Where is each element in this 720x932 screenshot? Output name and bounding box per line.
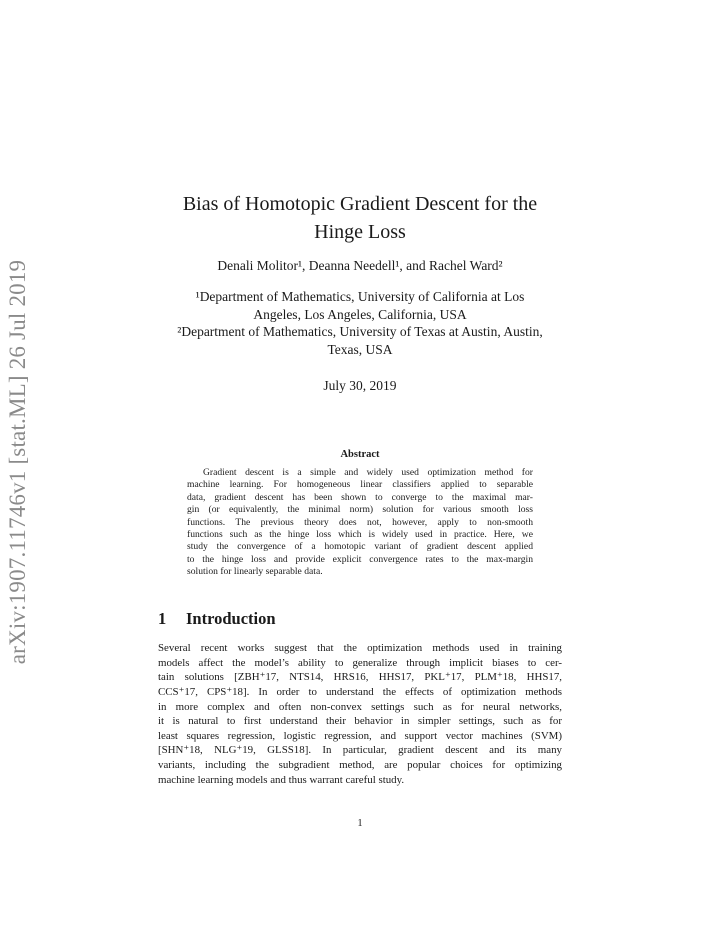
- abstract-line: machine learning. For homogeneous linear classifiers applied to separable: [187, 479, 533, 491]
- affiliations: [140, 288, 580, 358]
- abstract-heading: Abstract: [340, 449, 380, 460]
- paper-date: July 30, 2019: [323, 378, 397, 393]
- intro-line: in more complex and often non-convex settings such as for neural networks,: [158, 700, 562, 713]
- abstract-line: gin (or equivalently, the minimal norm) solution for various smooth loss: [187, 504, 533, 516]
- section-title: Introduction: [186, 609, 276, 628]
- abstract-line: study the convergence of a homotopic variant of gradient descent applied: [187, 541, 533, 553]
- paper-title: [130, 190, 590, 246]
- abstract-line: Gradient descent is a simple and widely used optimization method for: [203, 467, 533, 478]
- title-line: Bias of Homotopic Gradient Descent for the: [182, 193, 538, 215]
- intro-line: it is natural to first understand their behavior in simpler settings, such as for: [158, 715, 562, 728]
- abstract-line: to the hinge loss and provide explicit convergence rates to the max-margin: [187, 553, 533, 565]
- introduction-paragraph: [158, 641, 562, 787]
- section-heading: [158, 609, 276, 629]
- affiliation-line: ²Department of Mathematics, University of Texas at Austin, Austin,: [177, 324, 543, 339]
- section-number: 1: [158, 609, 167, 628]
- title-line: Hinge Loss: [314, 221, 406, 243]
- intro-line: machine learning models and thus warrant careful study.: [158, 773, 405, 786]
- abstract-line: functions such as the hinge loss which is widely used in practice. Here, we: [187, 528, 533, 540]
- authors: Denali Molitor¹, Deanna Needell¹, and Rachel Ward²: [217, 258, 503, 273]
- arxiv-stamp-text: arXiv:1907.11746v1 [stat.ML] 26 Jul 2019: [5, 259, 30, 665]
- intro-line: variants, including the subgradient method, are popular choices for optimizing: [158, 759, 562, 772]
- abstract-line: solution for linearly separable data.: [187, 566, 323, 578]
- abstract-line: functions. The previous theory does not, however, apply to non-smooth: [187, 516, 533, 528]
- affiliation-line: ¹Department of Mathematics, University of California at Los: [195, 289, 525, 304]
- intro-line: least squares regression, logistic regression, and support vector machines (SVM): [158, 729, 562, 742]
- intro-line: Several recent works suggest that the optimization methods used in training: [158, 642, 562, 654]
- intro-line: [SHN⁺18, NLG⁺19, GLSS18]. In particular, gradient descent and its many: [158, 744, 562, 757]
- abstract-body: [187, 467, 533, 579]
- intro-line: tain solutions [ZBH⁺17, NTS14, HRS16, HHS17, PKL⁺17, PLM⁺18, HHS17,: [158, 671, 562, 684]
- page-number: 1: [357, 818, 363, 829]
- affiliation-line: Texas, USA: [327, 341, 393, 357]
- abstract-line: data, gradient descent has been shown to converge to the maximal mar-: [187, 491, 533, 503]
- intro-line: models affect the model’s ability to generalize through implicit biases to cer-: [158, 656, 562, 669]
- affiliation-line: Angeles, Los Angeles, California, USA: [253, 306, 467, 322]
- intro-line: CCS⁺17, CPS⁺18]. In order to understand the effects of optimization methods: [158, 685, 562, 698]
